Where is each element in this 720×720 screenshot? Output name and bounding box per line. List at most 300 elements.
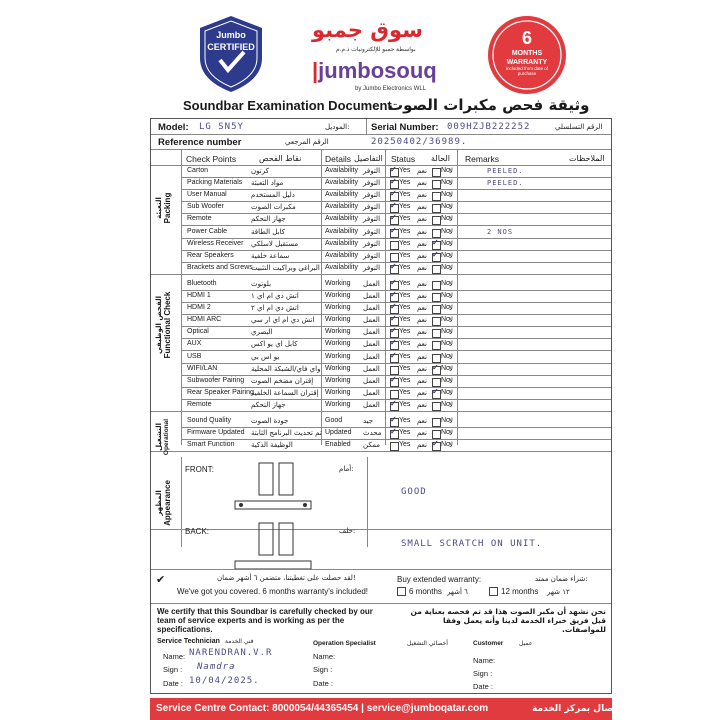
- checklist-row: [151, 326, 611, 338]
- reference-value[interactable]: 20250402/36989.: [371, 137, 468, 147]
- checklist-row: [151, 177, 611, 189]
- checklist-row: [151, 314, 611, 326]
- yes-label-ar: نعم: [417, 203, 427, 212]
- detail-ar: التوفر: [363, 215, 381, 224]
- no-label: No: [441, 227, 450, 235]
- detail: Working: [325, 279, 351, 287]
- detail-ar: ممكن: [363, 441, 380, 450]
- status-check-mark: ✓: [390, 338, 397, 348]
- check-point-ar: واي فاي/الشبكة المحلية: [251, 364, 321, 373]
- model-value[interactable]: LG SN5Y: [199, 122, 244, 132]
- yes-label-ar: نعم: [417, 191, 427, 200]
- back-label-ar: خلف:: [339, 527, 356, 535]
- section-appearance-ar: المظهر: [155, 490, 163, 516]
- no-checkbox[interactable]: [432, 265, 441, 274]
- yes-label: Yes: [399, 167, 411, 174]
- no-label-ar: لا: [449, 417, 453, 425]
- yes-label-ar: نعم: [417, 215, 427, 224]
- status-check-mark: ✓: [390, 415, 397, 424]
- detail: Availability: [325, 167, 358, 174]
- detail-ar: التوفر: [363, 203, 381, 212]
- yes-label: Yes: [399, 179, 411, 187]
- no-label-ar: لا: [449, 400, 453, 409]
- technician-name-label: Name:: [163, 652, 186, 661]
- warranty-months: MONTHS: [511, 50, 543, 57]
- detail: Availability: [325, 227, 358, 235]
- check-point: Bluetooth: [187, 279, 217, 287]
- col-status: Status: [391, 154, 416, 164]
- brand-arabic-sub: بواسطة جمبو للإلكترونيات ذ.م.م: [336, 47, 416, 53]
- status-check-mark: ✓: [390, 189, 397, 199]
- document-title: Soundbar Examination Document: [183, 98, 392, 113]
- detail-ar: العمل: [363, 364, 380, 373]
- yes-label-ar: نعم: [417, 388, 427, 397]
- yes-label: Yes: [399, 191, 411, 199]
- detail-ar: التوفر: [363, 179, 381, 188]
- col-check-points-ar: نقاط الفحص: [259, 154, 302, 163]
- no-label-ar: لا: [449, 328, 453, 337]
- jumbo-certified-badge: [196, 14, 266, 94]
- operation-title-ar: أخصائي التشغيل: [407, 640, 448, 647]
- yes-label: Yes: [399, 364, 411, 372]
- checklist-row: [151, 278, 611, 290]
- yes-label: Yes: [399, 316, 411, 324]
- checklist-row: [151, 427, 611, 439]
- customer-sign-label: Sign :: [473, 669, 493, 678]
- detail: Working: [325, 328, 351, 336]
- checklist-row: [151, 189, 611, 201]
- brand-sub: by Jumbo Electronics WLL: [355, 86, 427, 92]
- serial-label: Serial Number:: [371, 122, 439, 133]
- check-point-ar: إقتران السماعة الخلفية: [251, 388, 319, 397]
- remark[interactable]: PEELED.: [487, 179, 524, 188]
- no-label-ar: لا: [449, 227, 453, 236]
- check-point-ar: دليل المستخدم: [251, 191, 295, 200]
- no-label: No: [441, 239, 450, 247]
- checklist-row: [151, 415, 611, 427]
- detail-ar: العمل: [363, 304, 380, 313]
- yes-label-ar: نعم: [417, 279, 427, 288]
- yes-label: Yes: [399, 417, 411, 424]
- remark[interactable]: PEELED.: [487, 167, 524, 175]
- check-point: Remote: [187, 215, 212, 223]
- yes-label-ar: نعم: [417, 263, 427, 272]
- yes-label-ar: نعم: [417, 227, 427, 236]
- row-divider: [151, 411, 611, 412]
- warranty-included-ar: لقد حصلت على تغطيتنا، متضمن ٦ أشهر ضمان!: [217, 574, 356, 582]
- yes-label: Yes: [399, 304, 411, 312]
- detail-ar: العمل: [363, 328, 380, 337]
- check-point-ar: جهاز التحكم: [251, 215, 286, 224]
- detail-ar: العمل: [363, 340, 380, 349]
- no-label-ar: لا: [449, 364, 453, 373]
- check-point: Sound Quality: [187, 417, 231, 424]
- no-label-ar: لا: [449, 388, 453, 397]
- extended-12-months-checkbox[interactable]: [489, 587, 498, 596]
- serial-value[interactable]: 009HZJB222252: [447, 122, 531, 132]
- section-appearance-label: Appearance: [163, 480, 172, 526]
- status-check-mark: ✓: [390, 350, 397, 360]
- yes-label: Yes: [399, 239, 411, 247]
- no-label: No: [441, 179, 450, 187]
- no-label-ar: لا: [449, 316, 453, 325]
- check-point: Packing Materials: [187, 179, 243, 187]
- no-label: No: [441, 316, 450, 324]
- no-label: No: [441, 203, 450, 211]
- footer-contact-ar: اتصال بمركز الخدمة:: [532, 704, 624, 714]
- check-point: WIFI/LAN: [187, 364, 218, 372]
- no-checkbox[interactable]: [432, 192, 441, 201]
- front-remark[interactable]: GOOD: [401, 487, 427, 497]
- no-checkbox[interactable]: [432, 293, 441, 302]
- no-checkbox[interactable]: [432, 430, 441, 439]
- soundbar-back-illustration: [231, 519, 313, 579]
- no-label-ar: لا: [449, 203, 453, 212]
- yes-label-ar: نعم: [417, 441, 427, 450]
- checkmark-icon: ✔: [156, 574, 166, 586]
- yes-checkbox[interactable]: [390, 390, 399, 399]
- check-point: Subwoofer Pairing: [187, 376, 245, 384]
- warranty-included-en: We've got you covered. 6 months warranty's included!: [177, 587, 369, 596]
- yes-label: Yes: [399, 388, 411, 396]
- no-checkbox[interactable]: [432, 204, 441, 213]
- detail-ar: جيد: [363, 417, 374, 425]
- detail-ar: محدث: [363, 429, 382, 438]
- no-checkbox[interactable]: [432, 402, 441, 411]
- yes-checkbox[interactable]: [390, 253, 399, 262]
- no-checkbox[interactable]: [432, 281, 441, 290]
- technician-date-label: Date :: [163, 679, 184, 688]
- yes-label: Yes: [399, 215, 411, 223]
- yes-label: Yes: [399, 340, 411, 348]
- yes-label: Yes: [399, 376, 411, 384]
- detail-ar: العمل: [363, 292, 380, 300]
- footer-contact[interactable]: Service Centre Contact: 8000054/44365454 | service@jumboqatar.com: [156, 703, 489, 714]
- yes-label-ar: نعم: [417, 304, 427, 313]
- technician-name-value[interactable]: NARENDRAN.V.R: [189, 648, 273, 658]
- detail-ar: التوفر: [363, 191, 381, 200]
- status-check-mark: ✓: [390, 261, 397, 271]
- no-checkbox[interactable]: [432, 354, 441, 363]
- warranty-number: 6: [521, 28, 533, 48]
- check-point: HDMI 2: [187, 304, 211, 312]
- section-operational: [155, 417, 170, 457]
- soundbar-front-illustration: [231, 459, 313, 519]
- checklist-row: [151, 165, 611, 177]
- buy-extended-warranty: Buy extended warranty:: [397, 575, 482, 584]
- no-checkbox[interactable]: [432, 229, 441, 238]
- extended-12-months-label-ar: ١٢ شهر: [547, 588, 570, 596]
- no-checkbox[interactable]: [432, 329, 441, 338]
- check-point-ar: سماعة خلفية: [251, 251, 290, 260]
- no-label-ar: لا: [449, 279, 453, 288]
- col-status-ar: الحالة: [431, 154, 450, 163]
- yes-label: Yes: [399, 251, 411, 259]
- yes-label-ar: نعم: [417, 376, 427, 385]
- no-label-ar: لا: [449, 441, 453, 450]
- yes-label: Yes: [399, 429, 411, 437]
- detail-ar: العمل: [363, 352, 380, 361]
- check-point: Firmware Updated: [187, 429, 245, 437]
- status-check-mark: ✓: [432, 249, 439, 259]
- yes-label-ar: نعم: [417, 429, 427, 438]
- technician-signature[interactable]: Namdra: [197, 662, 236, 672]
- yes-checkbox[interactable]: [390, 442, 399, 451]
- section-functional-ar: الفحص الوظيفي: [155, 295, 163, 355]
- no-checkbox[interactable]: [432, 378, 441, 387]
- no-checkbox[interactable]: [432, 168, 441, 177]
- check-point-ar: جودة الصوت: [251, 417, 289, 425]
- yes-label-ar: نعم: [417, 292, 427, 300]
- status-check-mark: ✓: [390, 177, 397, 187]
- status-check-mark: ✓: [390, 225, 397, 235]
- status-check-mark: ✓: [432, 237, 439, 247]
- check-point: User Manual: [187, 191, 227, 199]
- row-divider: [151, 451, 611, 452]
- section-packing-ar: التعبئة: [155, 197, 163, 219]
- checklist-row: [151, 262, 611, 274]
- detail-ar: العمل: [363, 316, 380, 325]
- detail: Availability: [325, 203, 358, 211]
- yes-label: Yes: [399, 227, 411, 235]
- warranty-badge: [486, 14, 568, 96]
- checklist-row: [151, 238, 611, 250]
- front-label: FRONT:: [185, 465, 214, 474]
- status-check-mark: ✓: [390, 374, 397, 384]
- no-label: No: [441, 215, 450, 223]
- yes-label-ar: نعم: [417, 251, 427, 260]
- no-label-ar: لا: [449, 251, 453, 260]
- technician-title: Service Technician: [157, 638, 220, 645]
- check-point-ar: مواد التعبئة: [251, 179, 284, 188]
- detail-ar: التوفر: [363, 239, 381, 248]
- technician-title-ar: فني الخدمة: [225, 638, 254, 645]
- yes-label: Yes: [399, 279, 411, 287]
- no-label: No: [441, 441, 450, 449]
- detail: Working: [325, 304, 351, 312]
- remark[interactable]: 2 NOS: [487, 227, 514, 236]
- yes-checkbox[interactable]: [390, 241, 399, 250]
- detail: Updated: [325, 429, 352, 437]
- yes-label: Yes: [399, 328, 411, 336]
- no-label-ar: لا: [449, 292, 453, 300]
- row-divider: [151, 274, 611, 275]
- check-point: Remote: [187, 400, 212, 408]
- check-point-ar: مستقبل لاسلكي: [251, 239, 299, 248]
- detail: Availability: [325, 179, 358, 187]
- check-point-ar: كرتون: [251, 167, 269, 175]
- check-point-ar: اتش دي ام اي ار سي: [251, 316, 315, 325]
- no-label-ar: لا: [449, 179, 453, 188]
- no-label: No: [441, 328, 450, 336]
- detail: Availability: [325, 215, 358, 223]
- checklist-row: [151, 387, 611, 399]
- checklist-row: [151, 226, 611, 238]
- no-label: No: [441, 279, 450, 287]
- buy-extended-warranty-ar: شراء ضمان ممتد:: [535, 575, 588, 583]
- detail: Working: [325, 388, 351, 396]
- check-point-ar: جهاز التحكم: [251, 400, 286, 409]
- check-point-ar: اتش دي ام اي ١: [251, 292, 299, 300]
- customer-title: Customer: [473, 640, 504, 647]
- operation-title: Operation Specialist: [313, 640, 376, 647]
- no-label: No: [441, 251, 450, 259]
- detail: Working: [325, 316, 351, 324]
- yes-label-ar: نعم: [417, 167, 427, 175]
- no-label-ar: لا: [449, 167, 453, 175]
- check-point: Rear Speaker Pairing: [187, 388, 254, 396]
- yes-label-ar: نعم: [417, 352, 427, 361]
- check-point-ar: الوظيفة الذكية: [251, 441, 293, 450]
- check-point-ar: مكبرات الصوت: [251, 203, 296, 212]
- check-point: Rear Speakers: [187, 251, 234, 259]
- yes-label: Yes: [399, 441, 411, 449]
- detail: Availability: [325, 239, 358, 247]
- yes-label: Yes: [399, 292, 411, 299]
- no-label: No: [441, 191, 450, 199]
- model-label-ar: الموديل:: [325, 123, 350, 131]
- col-check-points: Check Points: [186, 154, 237, 164]
- section-packing-label: Packing: [163, 192, 172, 224]
- check-point: Optical: [187, 328, 209, 336]
- yes-label: Yes: [399, 263, 411, 271]
- no-checkbox[interactable]: [432, 305, 441, 314]
- yes-label-ar: نعم: [417, 340, 427, 349]
- yes-label-ar: نعم: [417, 239, 427, 248]
- col-remarks-ar: الملاحظات: [569, 154, 605, 163]
- check-point: Brackets and Screws: [187, 263, 253, 271]
- check-point-ar: تم تحديث البرنامج الثابتة: [251, 429, 322, 438]
- detail: Working: [325, 400, 351, 408]
- no-label: No: [441, 417, 450, 424]
- detail: Availability: [325, 191, 358, 199]
- detail-ar: التوفر: [363, 263, 381, 272]
- detail: Availability: [325, 251, 358, 259]
- check-point-ar: كابل الطاقة: [251, 227, 285, 236]
- certify-statement-ar: نحن نشهد أن مكبر الصوت هذا قد تم فحصه بعناية من قبل فريق خبراء الخدمة لدينا وأنه يعمل وفقا للمواصفات.: [410, 607, 606, 634]
- detail: Working: [325, 340, 351, 348]
- no-label-ar: لا: [449, 429, 453, 438]
- front-label-ar: أمام:: [339, 465, 354, 473]
- no-checkbox[interactable]: [432, 317, 441, 326]
- status-check-mark: ✓: [432, 439, 439, 449]
- examination-form: [150, 118, 612, 694]
- status-check-mark: ✓: [432, 386, 439, 396]
- no-label-ar: لا: [449, 263, 453, 272]
- detail-ar: التوفر: [363, 167, 381, 175]
- detail-ar: العمل: [363, 279, 380, 288]
- check-point: AUX: [187, 340, 202, 348]
- section-appearance: [155, 463, 172, 543]
- operation-date-label: Date :: [313, 679, 334, 688]
- back-remark[interactable]: SMALL SCRATCH ON UNIT.: [401, 539, 543, 549]
- check-point-ar: إقتران مضخم الصوت: [251, 376, 314, 385]
- customer-date-label: Date :: [473, 682, 494, 691]
- no-label-ar: لا: [449, 215, 453, 224]
- extended-6-months-label: 6 months: [409, 587, 442, 596]
- extended-6-months-checkbox[interactable]: [397, 587, 406, 596]
- no-label-ar: لا: [449, 340, 453, 349]
- no-label: No: [441, 292, 450, 299]
- checklist-row: [151, 363, 611, 375]
- brand-arabic: سوق جمبو: [312, 18, 423, 42]
- status-check-mark: ✓: [390, 201, 397, 211]
- certify-statement: We certify that this Soundbar is carefully checked by our team of service experts and is working as per the specifications.: [157, 607, 373, 634]
- reference-label: Reference number: [158, 137, 242, 148]
- detail: Good: [325, 417, 343, 424]
- yes-checkbox[interactable]: [390, 366, 399, 375]
- no-label: No: [441, 352, 450, 360]
- warranty-note: included from date of purchase: [505, 66, 549, 76]
- yes-label-ar: نعم: [417, 364, 427, 373]
- brand-logo: |jumbosouq: [312, 58, 437, 83]
- no-checkbox[interactable]: [432, 418, 441, 427]
- brand-name: jumbosouq: [318, 58, 437, 83]
- detail-ar: العمل: [363, 400, 380, 409]
- operation-name-label: Name:: [313, 652, 336, 661]
- no-label-ar: لا: [449, 352, 453, 361]
- checklist-row: [151, 250, 611, 262]
- check-point-ar: بلوتوث: [251, 279, 272, 288]
- checklist-row: [151, 290, 611, 302]
- check-point: HDMI 1: [187, 292, 211, 299]
- no-label: No: [441, 263, 450, 271]
- col-remarks: Remarks: [465, 154, 500, 164]
- col-details: Details: [325, 154, 351, 164]
- yes-label: Yes: [399, 400, 411, 408]
- no-label: No: [441, 400, 450, 408]
- check-point: Wireless Receiver: [187, 239, 244, 247]
- section-functional: [155, 263, 172, 387]
- status-check-mark: ✓: [390, 398, 397, 408]
- no-checkbox[interactable]: [432, 180, 441, 189]
- yes-label: Yes: [399, 352, 411, 360]
- status-check-mark: ✓: [390, 165, 397, 174]
- status-check-mark: ✓: [390, 290, 397, 299]
- detail-ar: التوفر: [363, 251, 381, 260]
- technician-date-value[interactable]: 10/04/2025.: [189, 676, 260, 686]
- no-checkbox[interactable]: [432, 341, 441, 350]
- detail: Working: [325, 376, 351, 384]
- detail-ar: العمل: [363, 376, 380, 385]
- checklist-row: [151, 201, 611, 213]
- checklist-row: [151, 302, 611, 314]
- serial-label-ar: الرقم التسلسلي: [555, 123, 603, 131]
- no-checkbox[interactable]: [432, 216, 441, 225]
- no-label-ar: لا: [449, 376, 453, 385]
- checklist-row: [151, 351, 611, 363]
- back-label: BACK:: [185, 527, 210, 536]
- customer-title-ar: عميل: [519, 640, 533, 647]
- no-label: No: [441, 364, 450, 372]
- yes-label-ar: نعم: [417, 316, 427, 325]
- cert-line1: Jumbo: [216, 30, 246, 40]
- check-point: Power Cable: [187, 227, 228, 235]
- status-check-mark: ✓: [390, 427, 397, 437]
- status-check-mark: ✓: [432, 362, 439, 372]
- yes-label-ar: نعم: [417, 179, 427, 188]
- check-point: Smart Function: [187, 441, 235, 449]
- yes-label-ar: نعم: [417, 400, 427, 409]
- status-check-mark: ✓: [390, 314, 397, 324]
- status-check-mark: ✓: [390, 213, 397, 223]
- operation-sign-label: Sign :: [313, 665, 333, 674]
- technician-sign-label: Sign :: [163, 665, 183, 674]
- service-footer: [150, 698, 624, 720]
- yes-label: Yes: [399, 203, 411, 211]
- status-check-mark: ✓: [390, 326, 397, 336]
- section-operational-ar: التشغيل: [155, 422, 163, 452]
